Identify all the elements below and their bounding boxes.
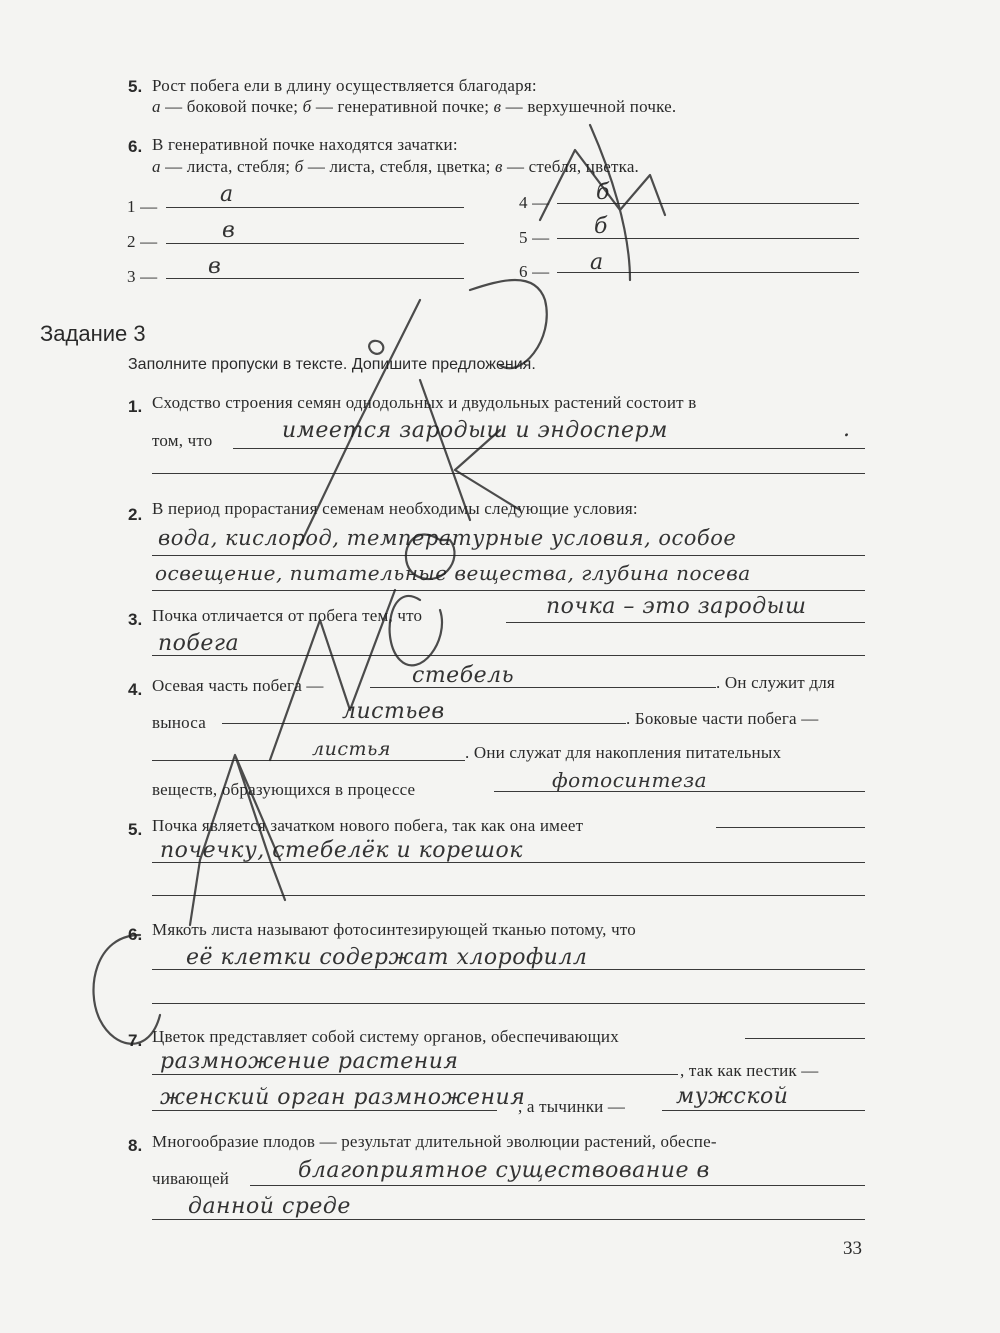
item-3-number: 3. <box>128 610 143 629</box>
option-b-text: — листа, стебля, цветка; <box>303 157 495 176</box>
item-5-number: 5. <box>128 820 143 839</box>
item-5-text: Почка является зачатком нового побега, так как она имеет <box>152 816 584 835</box>
item-7-text-1: Цветок представляет собой систему органов, обеспечивающих <box>152 1027 619 1046</box>
question-5-text: Рост побега ели в длину осуществляется благодаря: <box>152 76 537 95</box>
item-7-handwriting-3: мужской <box>676 1084 789 1109</box>
item-4-text-6: веществ, образующихся в процессе <box>152 780 416 799</box>
item-6-number: 6. <box>128 925 143 944</box>
item-7-text-3: , а тычинки — <box>518 1097 626 1116</box>
item-4-text-2: . Он служит для <box>716 673 835 692</box>
item-2-handwriting-2: освещение, питательные вещества, глубина посева <box>155 561 751 585</box>
item-1-text-cont: том, что <box>152 431 213 450</box>
item-8-handwriting-1: благоприятное существование в <box>298 1158 710 1183</box>
answer-handwriting-1: а <box>220 182 234 207</box>
item-4-text-1: Осевая часть побега — <box>152 676 324 695</box>
question-5-number: 5. <box>128 77 143 96</box>
item-4-handwriting-2: листьев <box>342 699 445 724</box>
item-2-number: 2. <box>128 505 143 524</box>
answer-label-3: 3 — <box>127 267 158 286</box>
answer-handwriting-2: в <box>222 218 236 243</box>
item-1-number: 1. <box>128 397 143 416</box>
answer-handwriting-3: в <box>208 254 222 279</box>
item-3-handwriting-1: почка – это зародыш <box>546 594 807 619</box>
question-6-number: 6. <box>128 137 143 156</box>
task-3-instructions: Заполните пропуски в тексте. Допишите предложения. <box>128 356 536 373</box>
option-a-letter: а <box>152 97 161 116</box>
item-1-handwriting-dot: . <box>843 417 851 442</box>
answer-handwriting-4: б <box>596 180 610 205</box>
item-8-text-2: чивающей <box>152 1169 230 1188</box>
answer-label-5: 5 — <box>519 228 550 247</box>
option-v-letter: в <box>494 157 503 176</box>
item-4-number: 4. <box>128 680 143 699</box>
answer-label-2: 2 — <box>127 232 158 251</box>
item-3-text: Почка отличается от побега тем, что <box>152 606 423 625</box>
item-8-number: 8. <box>128 1136 143 1155</box>
answer-handwriting-5: б <box>594 214 608 239</box>
item-1-text: Сходство строения семян однодольных и двудольных растений состоит в <box>152 393 697 412</box>
item-3-handwriting-2: побега <box>158 631 240 656</box>
item-7-text-2: , так как пестик — <box>680 1061 819 1080</box>
answer-label-1: 1 — <box>127 197 158 216</box>
page-number: 33 <box>843 1238 862 1259</box>
item-2-text: В период прорастания семенам необходимы следующие условия: <box>152 499 638 518</box>
item-8-text-1: Многообразие плодов — результат длительной эволюции растений, обеспе- <box>152 1132 717 1151</box>
option-v-text: — стебля, цветка. <box>502 157 640 176</box>
item-1-handwriting: имеется зародыш и эндосперм <box>282 418 668 443</box>
item-7-handwriting-1: размножение растения <box>160 1049 459 1074</box>
option-a-text: — листа, стебля; <box>160 157 295 176</box>
item-8-handwriting-2: данной среде <box>188 1194 351 1219</box>
option-b-letter: б <box>302 97 312 116</box>
answer-label-4: 4 — <box>519 193 550 212</box>
option-a-text: — боковой почке; <box>160 97 303 116</box>
item-4-text-4: . Боковые части побега — <box>626 709 819 728</box>
question-6-text: В генеративной почке находятся зачатки: <box>152 135 458 154</box>
option-a-letter: а <box>152 157 161 176</box>
task-3-heading: Задание 3 <box>40 321 146 346</box>
item-2-handwriting-1: вода, кислород, температурные условия, особое <box>158 526 737 550</box>
item-4-text-5: . Они служат для накопления питательных <box>465 743 782 762</box>
option-b-text: — генеративной почке; <box>311 97 494 116</box>
option-v-text: — верхушечной почке. <box>501 97 677 116</box>
item-4-text-3: выноса <box>152 713 206 732</box>
option-b-letter: б <box>294 157 304 176</box>
item-4-handwriting-3: листья <box>312 738 391 760</box>
item-6-text: Мякоть листа называют фотосинтезирующей тканью потому, что <box>152 920 636 939</box>
item-7-handwriting-2: женский орган размножения <box>160 1085 526 1110</box>
item-4-handwriting-1: стебель <box>412 663 515 688</box>
answer-handwriting-6: а <box>590 250 604 275</box>
item-5-handwriting: почечку, стебелёк и корешок <box>160 838 523 863</box>
item-4-handwriting-4: фотосинтеза <box>552 768 708 792</box>
item-6-handwriting: её клетки содержат хлорофилл <box>186 945 588 970</box>
answer-label-6: 6 — <box>519 262 550 281</box>
option-v-letter: в <box>493 97 502 116</box>
item-7-number: 7. <box>128 1031 143 1050</box>
